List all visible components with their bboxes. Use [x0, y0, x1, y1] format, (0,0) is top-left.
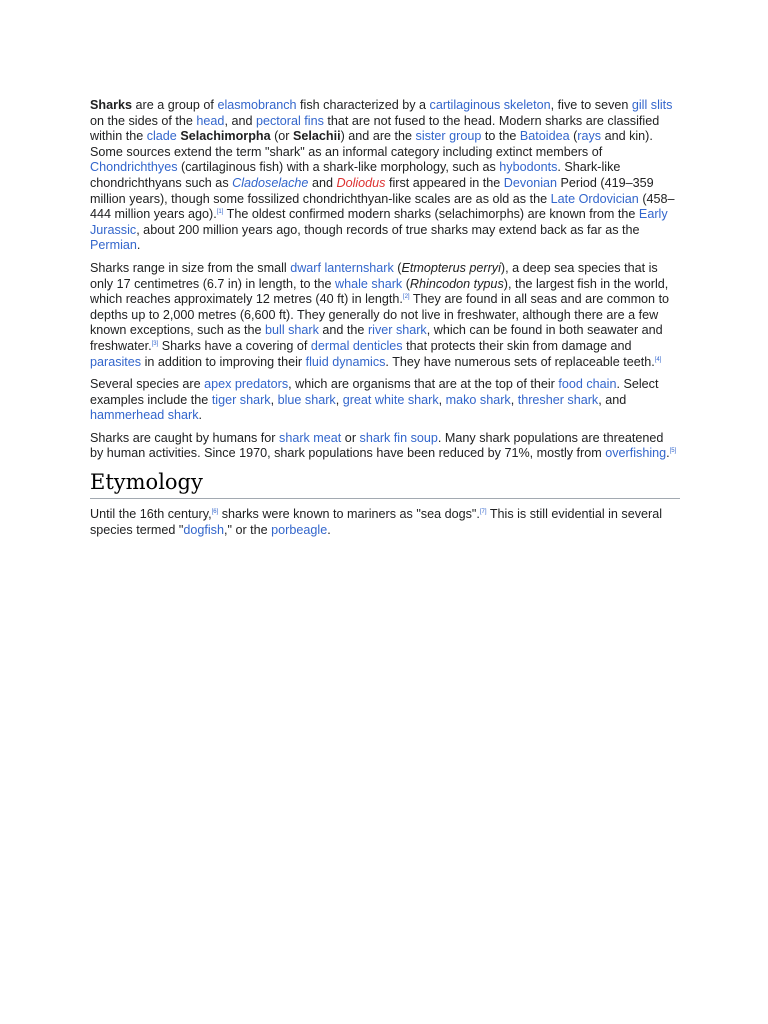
link-early-jurassic[interactable]: Early Jurassic [90, 207, 668, 237]
link-hybodonts[interactable]: hybodonts [499, 160, 558, 175]
link-whale-shark[interactable]: whale shark [335, 276, 403, 291]
link-dermal-denticles[interactable]: dermal denticles [310, 338, 403, 353]
link-permian[interactable]: Permian [90, 238, 137, 253]
link-cladoselache[interactable]: Cladoselache [232, 175, 309, 190]
link-clade[interactable]: clade [146, 129, 177, 144]
link-pectoral-fins[interactable]: pectoral fins [255, 113, 324, 128]
link-blue-shark[interactable]: blue shark [277, 392, 336, 407]
reference-link[interactable]: [3] [151, 340, 159, 347]
link-tiger-shark[interactable]: tiger shark [211, 392, 271, 407]
link-bull-shark[interactable]: bull shark [265, 323, 319, 338]
italic-term: Rhincodon typus [409, 276, 504, 291]
link-batoidea[interactable]: Batoidea [519, 129, 570, 144]
article-body [90, 98, 680, 545]
link-shark-meat[interactable]: shark meat [279, 430, 342, 445]
link-hammerhead-shark[interactable]: hammerhead shark [90, 408, 199, 423]
link-great-white-shark[interactable]: great white shark [342, 392, 439, 407]
link-dwarf-lanternshark[interactable]: dwarf lanternshark [290, 260, 394, 275]
link-cartilaginous-skeleton[interactable]: cartilaginous skeleton [429, 98, 551, 112]
bold-term: Sharks [90, 98, 133, 112]
paragraph-size: Sharks range in size from the small dwarf lanternshark (Etmopterus perryi), a deep sea species that is only 17 centimetres (6.7 in) in length, to the whale shark (Rhincodon typus), the largest fish in the world, which reaches approximately 12 metres (40 ft) in length.[2] They are found in all seas and are common to depths up to 2,000 metres (6,600 ft). They generally do not live in freshwater, although there are a few known exceptions, such as the bull shark and the river shark, which can be found in both seawater and freshwater.[3] Sharks have a covering of dermal denticles that protects their skin from damage and parasites in addition to improving their fluid dynamics. They have numerous sets of replaceable teeth.[4] [90, 260, 670, 369]
reference-link[interactable]: [1] [216, 208, 224, 215]
link-overfishing[interactable]: overfishing [605, 446, 667, 461]
link-porbeagle[interactable]: porbeagle [271, 522, 328, 537]
reference-link[interactable]: [5] [669, 448, 677, 455]
reference-link[interactable]: [7] [479, 508, 487, 515]
link-river-shark[interactable]: river shark [367, 323, 427, 338]
link-mako-shark[interactable]: mako shark [445, 392, 511, 407]
link-gill-slits[interactable]: gill slits [631, 98, 673, 112]
link-fluid-dynamics[interactable]: fluid dynamics [305, 354, 386, 369]
reference-link[interactable]: [6] [211, 508, 219, 515]
paragraph-predators: Several species are apex predators, which are organisms that are at the top of their food chain. Select examples include the tiger shark, blue shark, great white shark, mako shark, thresher shark, and hammerhead shark. [90, 377, 659, 423]
reference-link[interactable]: [2] [402, 293, 410, 300]
bold-term: Selachimorpha [180, 129, 271, 144]
link-sister-group[interactable]: sister group [415, 129, 482, 144]
link-devonian[interactable]: Devonian [503, 175, 558, 190]
bold-term: Selachii [293, 129, 341, 144]
link-parasites[interactable]: parasites [90, 354, 142, 369]
italic-term: Etmopterus perryi [401, 260, 501, 275]
reference-link[interactable]: [4] [654, 356, 662, 363]
section-heading-etymology: Etymology [90, 469, 680, 499]
link-elasmobranch[interactable]: elasmobranch [217, 98, 297, 112]
link-food-chain[interactable]: food chain [558, 377, 617, 392]
link-dogfish[interactable]: dogfish [183, 522, 224, 537]
link-rays[interactable]: rays [577, 129, 602, 144]
paragraph-intro: Sharks are a group of elasmobranch fish characterized by a cartilaginous skeleton, five to seven gill slits on the sides of the head, and pectoral fins that are not fused to the head. Modern sharks are classified within the clade Selachimorpha (or Selachii) and are the sister group to the Batoidea (rays and kin). Some sources extend the term "shark" as an informal category including extinct members of Chondrichthyes (cartilaginous fish) with a shark-like morphology, such as hybodonts. Shark-like chondrichthyans such as Cladoselache and Doliodus first appeared in the Devonian Period (419–359 million years), though some fossilized chondrichthyan-like scales are as old as the Late Ordovician (458–444 million years ago).[1] The oldest confirmed modern sharks (selachimorphs) are known from the Early Jurassic, about 200 million years ago, though records of true sharks may extend back as far as the Permian. [90, 98, 675, 253]
link-shark-fin-soup[interactable]: shark fin soup [359, 430, 438, 445]
link-apex-predators[interactable]: apex predators [204, 377, 289, 392]
link-chondrichthyes[interactable]: Chondrichthyes [90, 160, 178, 175]
paragraph-threats: Sharks are caught by humans for shark meat or shark fin soup. Many shark populations are threatened by human activities. Since 1970, shark populations have been reduced by 71%, mostly from overfishing.[5] [90, 430, 677, 461]
link-thresher-shark[interactable]: thresher shark [517, 392, 599, 407]
link-doliodus[interactable]: Doliodus [336, 175, 386, 190]
paragraph-etymology: Until the 16th century,[6] sharks were known to mariners as "sea dogs".[7] This is still evidential in several species termed "dogfish," or the porbeagle. [90, 507, 663, 537]
link-late-ordovician[interactable]: Late Ordovician [550, 191, 639, 206]
link-head[interactable]: head [196, 113, 225, 128]
